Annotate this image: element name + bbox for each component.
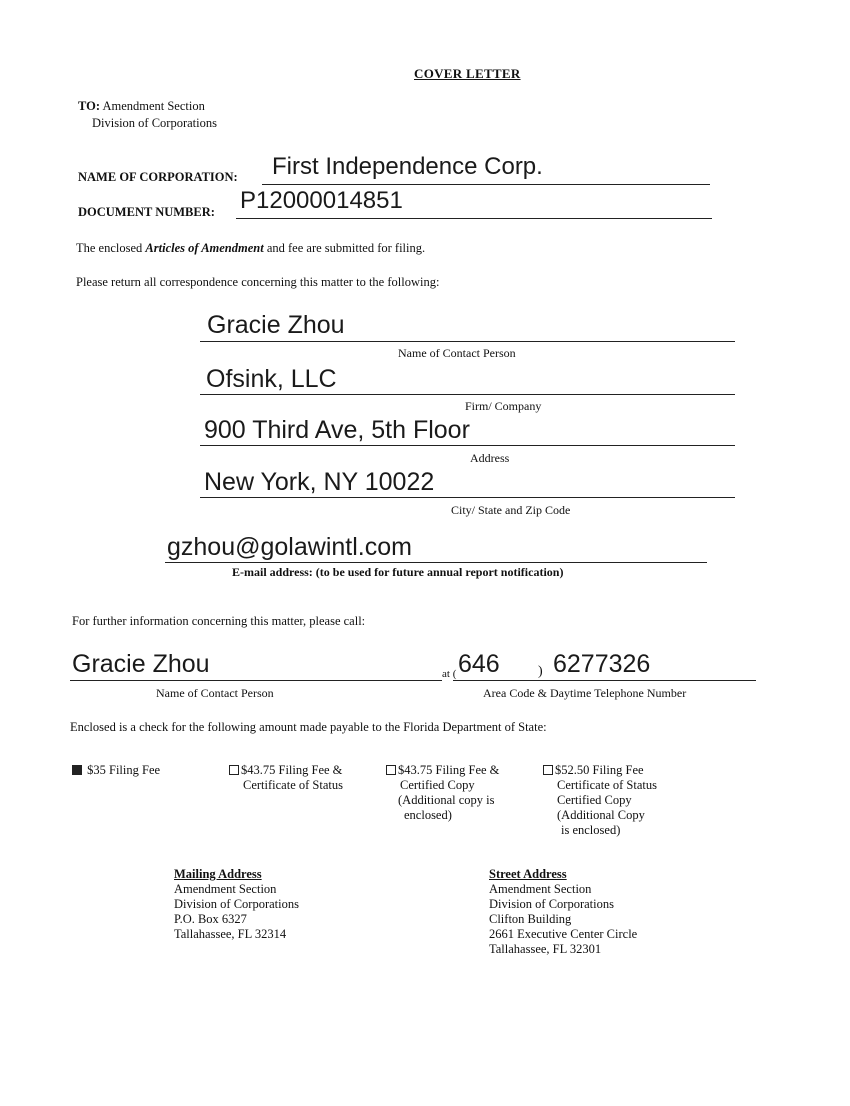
at-label: at (: [442, 668, 457, 680]
fee-option-label: $43.75 Filing Fee &: [241, 763, 343, 777]
firm-name: Ofsink, LLC: [206, 365, 337, 393]
fee-option-35[interactable]: [72, 763, 160, 778]
articles-of-amendment: Articles of Amendment: [145, 241, 264, 255]
firm-rule: [200, 394, 735, 395]
phone-caption: Area Code & Daytime Telephone Number: [483, 686, 687, 700]
street-address-line: Amendment Section: [489, 882, 592, 896]
enclosed-prefix: The enclosed: [76, 241, 146, 255]
document-number-label: DOCUMENT NUMBER:: [78, 205, 215, 219]
email-caption: E-mail address: (to be used for future annual report notification): [232, 565, 564, 579]
area-code: 646: [458, 650, 500, 678]
fee-option-43-75-copy[interactable]: [386, 763, 499, 823]
street-address-line: Division of Corporations: [489, 897, 614, 911]
contact-name-rule: [200, 341, 735, 342]
city-state-zip: New York, NY 10022: [204, 468, 435, 496]
contact-name-caption: Name of Contact Person: [398, 346, 516, 360]
firm-caption: Firm/ Company: [465, 399, 542, 413]
enclosed-suffix: and fee are submitted for filing.: [263, 241, 426, 255]
checkbox-icon[interactable]: [543, 765, 553, 775]
mailing-address: [174, 867, 299, 942]
address-caption: Address: [470, 451, 510, 465]
phone-number: 6277326: [553, 650, 651, 678]
document-number: P12000014851: [240, 187, 403, 214]
street-address-heading: Street Address: [489, 867, 567, 881]
email-rule: [165, 562, 707, 563]
fee-option-detail: Certificate of Status: [557, 778, 657, 792]
corporation-rule: [262, 184, 710, 185]
to-line-1: Amendment Section: [102, 99, 205, 113]
street-address-line: Clifton Building: [489, 912, 572, 926]
fee-option-label: $43.75 Filing Fee &: [398, 763, 500, 777]
to-block: [78, 99, 205, 114]
check-statement: Enclosed is a check for the following amount made payable to the Florida Department of State:: [70, 720, 547, 734]
street-address-line: 2661 Executive Center Circle: [489, 927, 638, 941]
city-rule: [200, 497, 735, 498]
phone-rule: [453, 680, 756, 681]
mailing-address-heading: Mailing Address: [174, 867, 262, 881]
fee-option-detail: Certified Copy: [557, 793, 632, 807]
street-address-value: 900 Third Ave, 5th Floor: [204, 416, 470, 444]
checkbox-icon[interactable]: [229, 765, 239, 775]
close-paren: ): [538, 664, 543, 679]
mailing-address-line: Tallahassee, FL 32314: [174, 927, 287, 941]
to-label: TO:: [78, 99, 100, 113]
page-title: COVER LETTER: [414, 66, 521, 81]
fee-option-label: $35 Filing Fee: [87, 763, 161, 777]
mailing-address-line: Division of Corporations: [174, 897, 299, 911]
corporation-name: First Independence Corp.: [272, 153, 543, 180]
further-contact-name: Gracie Zhou: [72, 650, 210, 678]
return-statement: Please return all correspondence concerning this matter to the following:: [76, 275, 440, 289]
fee-option-detail: enclosed): [404, 808, 452, 822]
fee-option-43-75-status[interactable]: [229, 763, 343, 793]
address-rule: [200, 445, 735, 446]
fee-option-label: $52.50 Filing Fee: [555, 763, 644, 777]
further-name-caption: Name of Contact Person: [156, 686, 274, 700]
mailing-address-line: Amendment Section: [174, 882, 277, 896]
corporation-label: NAME OF CORPORATION:: [78, 170, 238, 184]
further-name-rule: [70, 680, 442, 681]
street-address-line: Tallahassee, FL 32301: [489, 942, 602, 956]
contact-name: Gracie Zhou: [207, 311, 345, 339]
city-caption: City/ State and Zip Code: [451, 503, 571, 517]
checkbox-icon[interactable]: [386, 765, 396, 775]
fee-option-detail: (Additional copy is: [398, 793, 495, 807]
further-info-statement: For further information concerning this matter, please call:: [72, 614, 366, 628]
fee-option-detail: Certificate of Status: [243, 778, 343, 792]
street-address: [489, 867, 637, 957]
fee-option-detail: is enclosed): [561, 823, 621, 837]
enclosed-statement: [76, 241, 425, 256]
email-value: gzhou@golawintl.com: [167, 533, 412, 561]
fee-option-detail: (Additional Copy: [557, 808, 645, 822]
document-number-rule: [236, 218, 712, 219]
fee-option-52-50[interactable]: [543, 763, 657, 838]
to-line-2: Division of Corporations: [92, 116, 217, 130]
checked-box-icon[interactable]: [72, 765, 82, 775]
mailing-address-line: P.O. Box 6327: [174, 912, 247, 926]
fee-option-detail: Certified Copy: [400, 778, 475, 792]
